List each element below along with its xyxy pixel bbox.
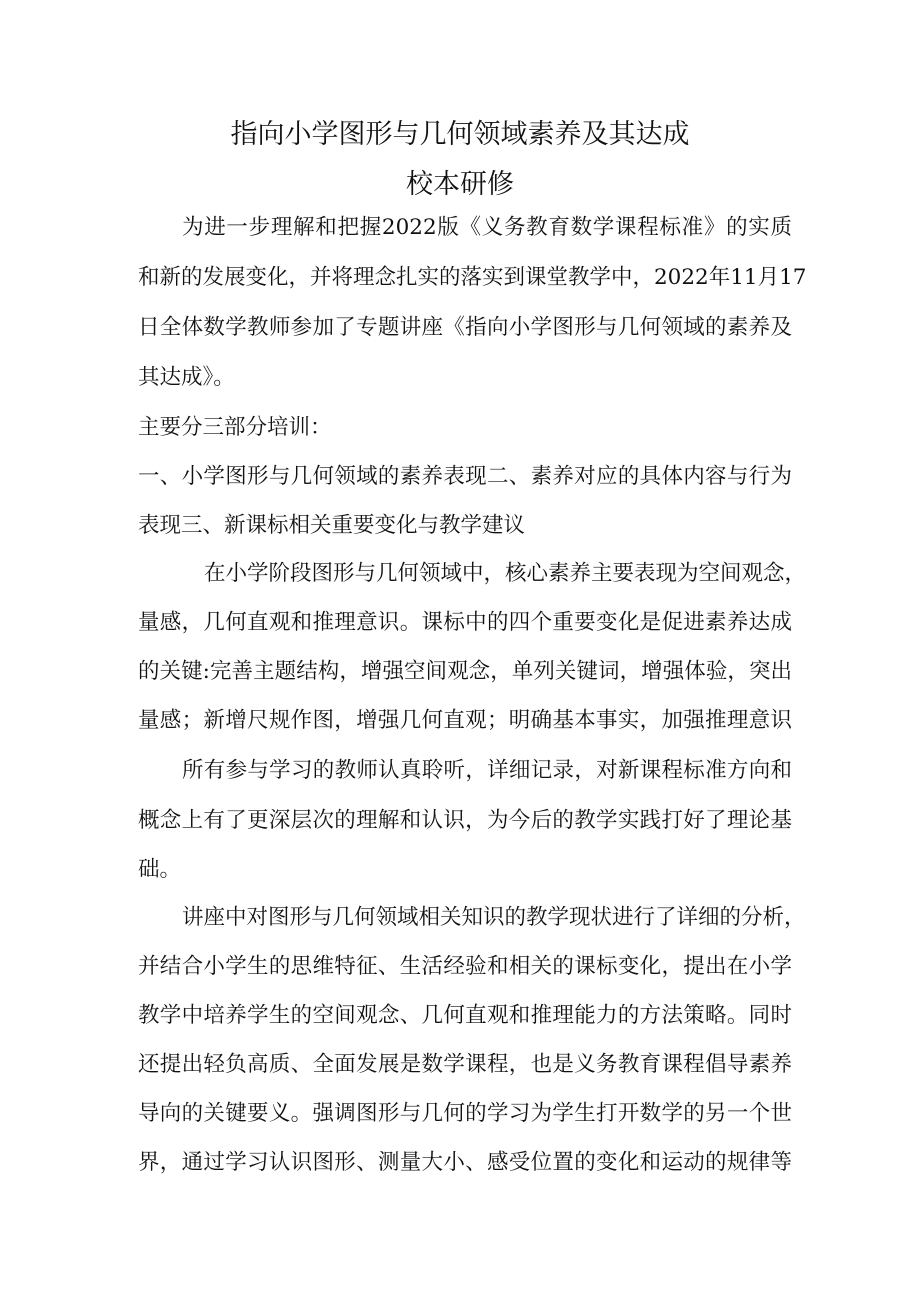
paragraph-line: 量感，几何直观和推理意识。课标中的四个重要变化是促进素养达成 xyxy=(138,610,792,635)
paragraph-line: 概念上有了更深层次的理解和认识，为今后的教学实践打好了理论基 xyxy=(138,808,792,833)
paragraph-line: 界，通过学习认识图形、测量大小、感受位置的变化和运动的规律等 xyxy=(138,1150,792,1175)
paragraph-line: 日全体数学教师参加了专题讲座《指向小学图形与几何领域的素养及 xyxy=(138,315,792,340)
paragraph-line: 主要分三部分培训： xyxy=(138,415,332,440)
paragraph-line: 导向的关键要义。强调图形与几何的学习为学生打开数学的另一个世 xyxy=(138,1101,792,1126)
document-subtitle: 校本研修 xyxy=(406,169,514,200)
paragraph-line: 讲座中对图形与几何领域相关知识的教学现状进行了详细的分析， xyxy=(182,905,806,930)
paragraph-line: 为进一步理解和把握2022版《义务教育数学课程标准》的实质 xyxy=(182,215,792,240)
paragraph-line: 量感；新增尺规作图，增强几何直观；明确基本事实，加强推理意识 xyxy=(138,708,792,733)
paragraph-line: 础。 xyxy=(138,857,182,882)
paragraph-line: 并结合小学生的思维特征、生活经验和相关的课标变化，提出在小学 xyxy=(138,954,792,979)
paragraph-line: 一、小学图形与几何领域的素养表现二、素养对应的具体内容与行为 xyxy=(138,464,792,489)
paragraph-line: 在小学阶段图形与几何领域中，核心素养主要表现为空间观念， xyxy=(204,561,807,586)
paragraph-line: 表现三、新课标相关重要变化与教学建议 xyxy=(138,513,526,538)
paragraph-line: 还提出轻负高质、全面发展是数学课程，也是义务教育课程倡导素养 xyxy=(138,1052,792,1077)
paragraph-line: 和新的发展变化，并将理念扎实的落实到课堂教学中，2022年11月17 xyxy=(138,265,807,290)
paragraph-line: 其达成》。 xyxy=(138,365,235,390)
paragraph-line: 教学中培养学生的空间观念、几何直观和推理能力的方法策略。同时 xyxy=(138,1003,792,1028)
paragraph-line: 的关键:完善主题结构，增强空间观念，单列关键词，增强体验，突出 xyxy=(138,659,792,684)
paragraph-line: 所有参与学习的教师认真聆听，详细记录，对新课程标准方向和 xyxy=(182,758,792,783)
document-title: 指向小学图形与几何领域素养及其达成 xyxy=(230,119,690,150)
